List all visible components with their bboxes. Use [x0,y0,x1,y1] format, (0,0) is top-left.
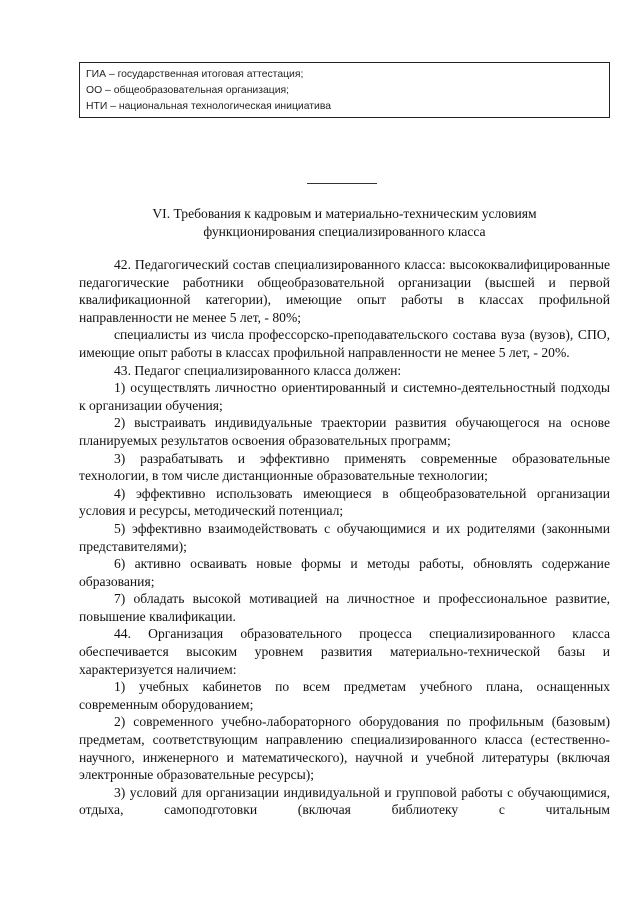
paragraph-44: 44. Организация образовательного процесса специализированного класса обеспечивается высоким уровнем развития материально-технической базы и характеризуется наличием: [79,626,610,677]
abbreviation-nti: НТИ – национальная технологическая инициатива [86,101,332,112]
paragraph-42: 42. Педагогический состав специализированного класса: высококвалифицированные педагогические работники общеобразовательной организации (высшей и первой квалификационной категории), имеющие опыт работы в классах профильной направленности не менее 5 лет, - 80%; [79,257,610,325]
document-body [79,256,610,819]
section-title-line-1: VI. Требования к кадровым и материально-техническим условиям [152,206,537,221]
paragraph-43: 43. Педагог специализированного класса должен: [114,362,402,378]
paragraph-43-item-3: 3) разрабатывать и эффективно применять современные образовательные технологии, в том числе дистанционные образовательные технологии; [79,450,610,484]
paragraph-42-specialists: специалисты из числа профессорско-преподавательского состава вуза (вузов), СПО, имеющие опыт работы в классах профильной направленности не менее 5 лет, - 20%. [79,327,610,360]
section-separator [307,183,377,184]
paragraph-43-item-2: 2) выстраивать индивидуальные траектории развития обучающегося на основе планируемых результатов освоения образовательных программ; [79,415,610,448]
paragraph-43-item-6: 6) активно осваивать новые формы и методы работы, обновлять содержание образования; [79,556,610,589]
paragraph-43-item-5: 5) эффективно взаимодействовать с обучающимися и их родителями (законными представителями); [79,520,610,554]
paragraph-44-item-2: 2) современного учебно-лабораторного оборудования по профильным (базовым) предметам, соответствующим направлению специализированного класса (естественно-научного, инженерного и математического), научной и учебной литературы (включая электронные образовательные ресурсы); [79,714,610,783]
paragraph-43-item-7: 7) обладать высокой мотивацией на личностное и профессиональное развитие, повышение квалификации. [79,591,610,624]
abbreviations-box [79,62,610,118]
paragraph-43-item-1: 1) осуществлять личностно ориентированный и системно-деятельностный подходы к организации обучения; [79,380,610,413]
paragraph-44-item-1: 1) учебных кабинетов по всем предметам учебного плана, оснащенных современным оборудованием; [79,679,610,712]
abbreviation-gia: ГИА – государственная итоговая аттестация; [86,69,304,80]
paragraph-44-item-3: 3) условий для организации индивидуальной и групповой работы с обучающимися, отдыха, самоподготовки (включая библиотеку с читальным [79,784,610,818]
section-title [79,205,610,241]
section-title-line-2: функционирования специализированного класса [203,224,486,239]
abbreviation-oo: ОО – общеобразовательная организация; [86,85,290,96]
paragraph-43-item-4: 4) эффективно использовать имеющиеся в общеобразовательной организации условия и ресурсы, методический потенциал; [79,485,610,519]
